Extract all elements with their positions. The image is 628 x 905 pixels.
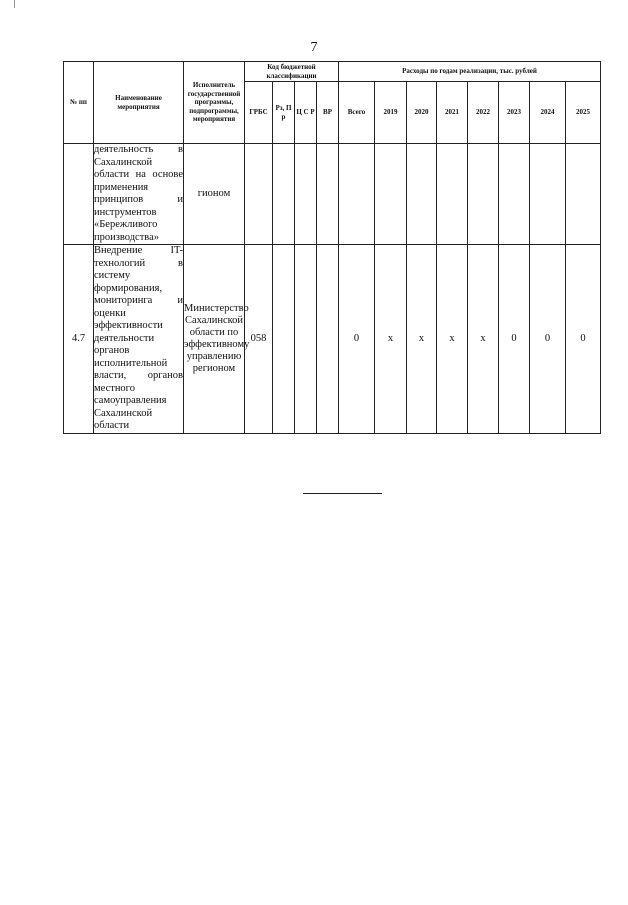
header-year-2024: 2024 <box>530 82 566 144</box>
header-csr: Ц С Р <box>295 82 317 144</box>
row-grbs: 058 <box>245 245 273 434</box>
header-num: № пп <box>64 62 94 144</box>
header-name: Наименование мероприятия <box>94 62 184 144</box>
page-number: 7 <box>310 40 318 55</box>
row-rzpr <box>273 144 295 245</box>
row-year-2019: x <box>375 245 407 434</box>
row-total: 0 <box>339 245 375 434</box>
table-row <box>64 144 601 245</box>
row-num <box>64 144 94 245</box>
header-year-2021: 2021 <box>437 82 468 144</box>
row-year-2024: 0 <box>530 245 566 434</box>
end-divider-line <box>303 493 382 494</box>
scan-artifact <box>14 0 15 8</box>
header-year-2019: 2019 <box>375 82 407 144</box>
row-year-2021: x <box>437 245 468 434</box>
header-year-2023: 2023 <box>499 82 530 144</box>
header-year-2022: 2022 <box>468 82 499 144</box>
header-grbs: ГРБС <box>245 82 273 144</box>
row-year-2025 <box>566 144 601 245</box>
header-executor: Исполнитель государственной программы, подпрограммы, мероприятия <box>184 62 245 144</box>
row-executor: Министерство Сахалинской области по эффективному управлению регионом <box>184 245 245 434</box>
row-year-2023 <box>499 144 530 245</box>
header-year-2025: 2025 <box>566 82 601 144</box>
row-year-2021 <box>437 144 468 245</box>
row-year-2024 <box>530 144 566 245</box>
row-csr <box>295 245 317 434</box>
row-grbs <box>245 144 273 245</box>
row-year-2020 <box>407 144 437 245</box>
header-budget-code: Код бюджетной классификации <box>245 62 339 82</box>
row-vr <box>317 245 339 434</box>
row-csr <box>295 144 317 245</box>
row-year-2023: 0 <box>499 245 530 434</box>
header-year-2020: 2020 <box>407 82 437 144</box>
row-rzpr <box>273 245 295 434</box>
budget-table <box>63 61 601 434</box>
row-num: 4.7 <box>64 245 94 434</box>
table-row <box>64 245 601 434</box>
row-total <box>339 144 375 245</box>
row-name: Внедрение IT-технологий в систему формирования, мониторинга и оценки эффективности деятельности органов исполнительной власти, органов местного самоуправления Сахалинской области <box>94 245 183 431</box>
header-total: Всего <box>339 82 375 144</box>
row-year-2022: x <box>468 245 499 434</box>
row-year-2022 <box>468 144 499 245</box>
header-vr: ВР <box>317 82 339 144</box>
header-expenses: Расходы по годам реализации, тыс. рублей <box>339 62 601 82</box>
row-executor: гионом <box>184 144 245 245</box>
row-year-2019 <box>375 144 407 245</box>
row-name: деятельность в Сахалинской области на основе применения принципов и инструментов «Бережливого производства» <box>94 144 183 243</box>
row-year-2025: 0 <box>566 245 601 434</box>
row-vr <box>317 144 339 245</box>
row-year-2020: x <box>407 245 437 434</box>
header-row-1 <box>64 62 601 82</box>
header-rzpr: Рз, П р <box>273 82 295 144</box>
